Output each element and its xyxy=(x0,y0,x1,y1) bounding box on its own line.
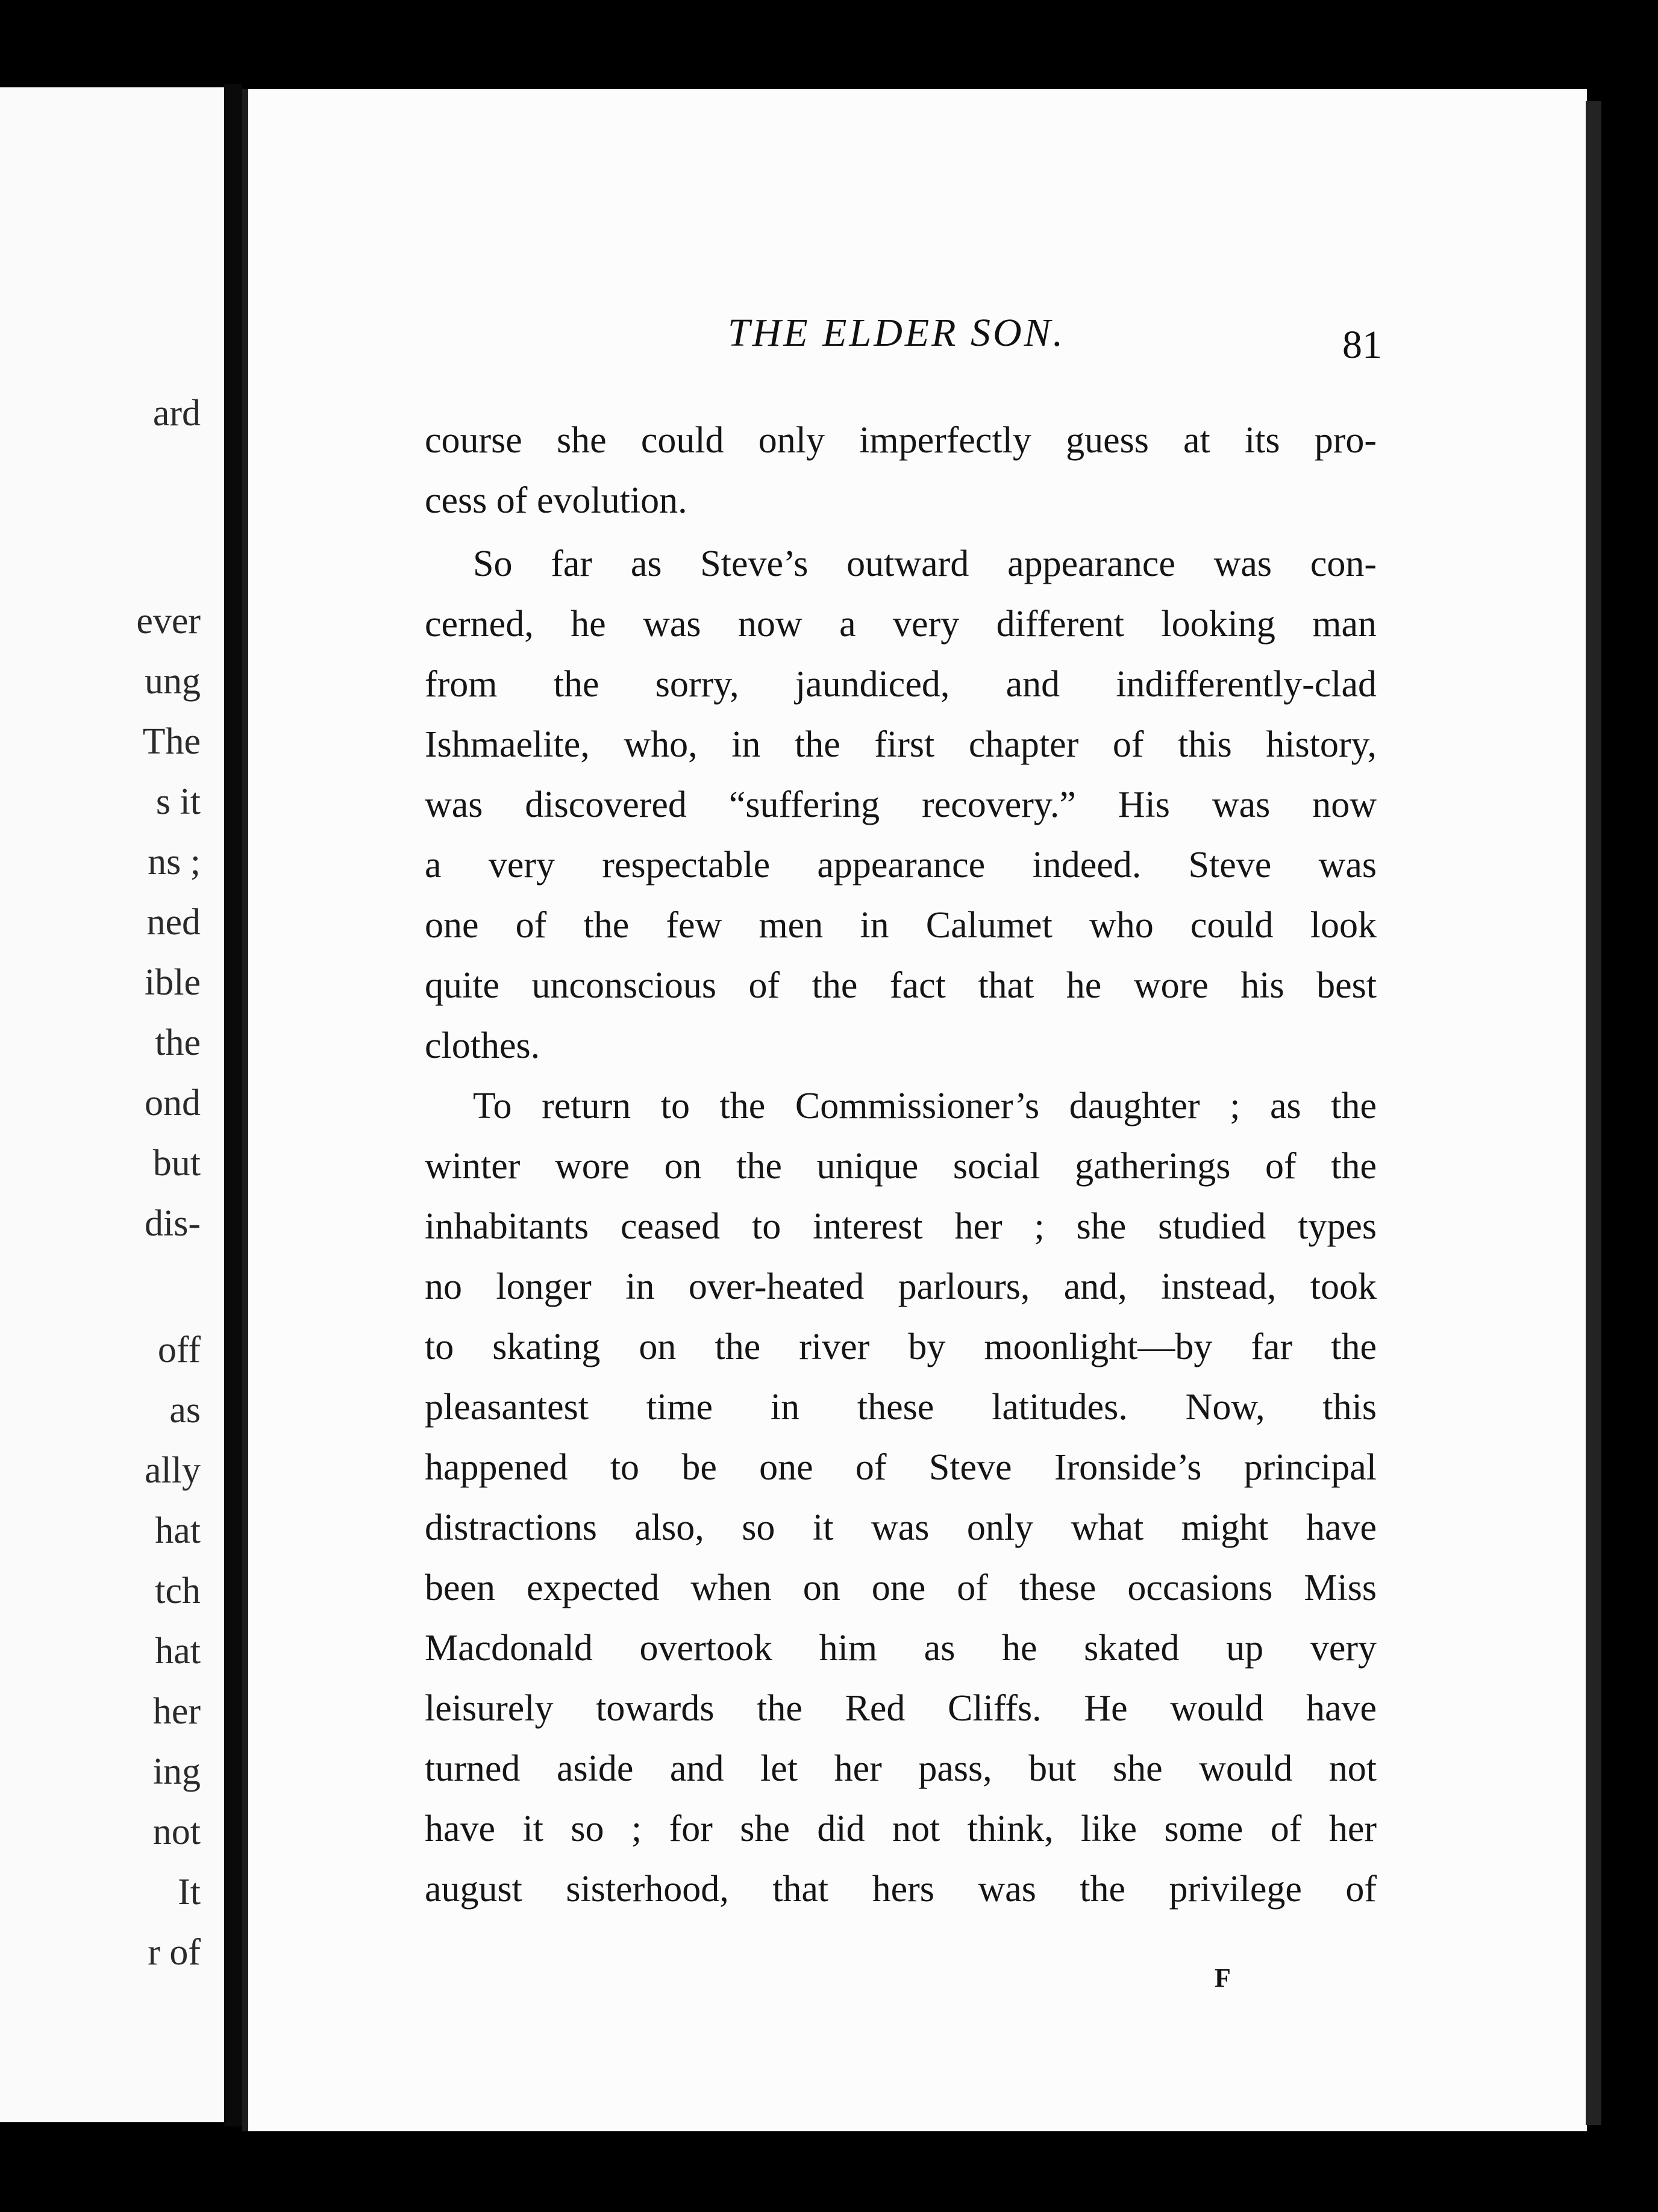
left-page-fragment: ns ; xyxy=(148,842,201,883)
text-line: one of the few men in Calumet who could look xyxy=(425,905,1377,946)
left-page-fragment: It xyxy=(178,1872,201,1913)
text-line: was discovered “suffering recovery.” His was now xyxy=(425,784,1377,825)
left-page-fragment: hat xyxy=(155,1631,201,1672)
text-line: To return to the Commissioner’s daughter ; as the xyxy=(473,1086,1377,1126)
running-head: THE ELDER SON. xyxy=(728,311,1066,355)
left-page-fragment: ing xyxy=(152,1751,201,1792)
text-line: course she could only imperfectly guess at its pro- xyxy=(425,420,1377,461)
text-line: from the sorry, jaundiced, and indifferently-clad xyxy=(425,664,1377,705)
left-page-fragment: ond xyxy=(145,1083,201,1123)
left-page-fragment: ible xyxy=(145,962,201,1003)
text-line: cerned, he was now a very different looking man xyxy=(425,604,1377,645)
page-number: 81 xyxy=(1342,323,1382,367)
text-line: leisurely towards the Red Cliffs. He would have xyxy=(425,1688,1377,1729)
text-line: Ishmaelite, who, in the first chapter of this history, xyxy=(425,724,1377,765)
text-line: So far as Steve’s outward appearance was con- xyxy=(473,543,1377,584)
left-page-fragment: ard xyxy=(152,393,201,434)
left-page-fragment: off xyxy=(157,1329,201,1370)
page-edge xyxy=(1586,101,1601,2125)
left-page-fragment: The xyxy=(142,721,201,762)
text-line: inhabitants ceased to interest her ; she studied types xyxy=(425,1206,1377,1247)
book-gutter xyxy=(224,84,242,2126)
text-line: august sisterhood, that hers was the privilege of xyxy=(425,1869,1377,1910)
text-line: turned aside and let her pass, but she would not xyxy=(425,1748,1377,1789)
text-line: cess of evolution. xyxy=(425,480,687,521)
left-page-fragment: s it xyxy=(155,781,201,822)
text-line: Macdonald overtook him as he skated up very xyxy=(425,1628,1377,1669)
left-page-fragment: hat xyxy=(155,1510,201,1551)
text-line: to skating on the river by moonlight—by far the xyxy=(425,1326,1377,1367)
left-page-fragment: the xyxy=(155,1022,201,1063)
text-line: been expected when on one of these occasions Miss xyxy=(425,1567,1377,1608)
left-page-fragment: ever xyxy=(136,601,201,642)
left-page-fragment: as xyxy=(169,1390,201,1431)
left-page xyxy=(0,87,232,2122)
text-line: distractions also, so it was only what might have xyxy=(425,1507,1377,1548)
text-line: a very respectable appearance indeed. Steve was xyxy=(425,845,1377,886)
text-line: have it so ; for she did not think, like some of her xyxy=(425,1808,1377,1849)
left-page-fragment: ung xyxy=(145,661,201,702)
left-page-fragment: r of xyxy=(148,1932,201,1973)
text-line: happened to be one of Steve Ironside’s principal xyxy=(425,1447,1377,1488)
text-line: quite unconscious of the fact that he wore his best xyxy=(425,965,1377,1006)
left-page-fragment: tch xyxy=(155,1570,201,1611)
left-page-fragment: her xyxy=(152,1691,201,1732)
left-page-fragment: but xyxy=(152,1143,201,1184)
signature-mark: F xyxy=(1215,1963,1231,1993)
text-line: clothes. xyxy=(425,1025,540,1066)
left-page-fragment: dis- xyxy=(145,1203,201,1244)
left-page-fragment: ally xyxy=(145,1450,201,1491)
text-line: winter wore on the unique social gatherings of the xyxy=(425,1146,1377,1187)
text-line: pleasantest time in these latitudes. Now, this xyxy=(425,1387,1377,1428)
text-line: no longer in over-heated parlours, and, instead, took xyxy=(425,1266,1377,1307)
left-page-fragment: not xyxy=(152,1811,201,1852)
left-page-fragment: ned xyxy=(146,902,201,943)
